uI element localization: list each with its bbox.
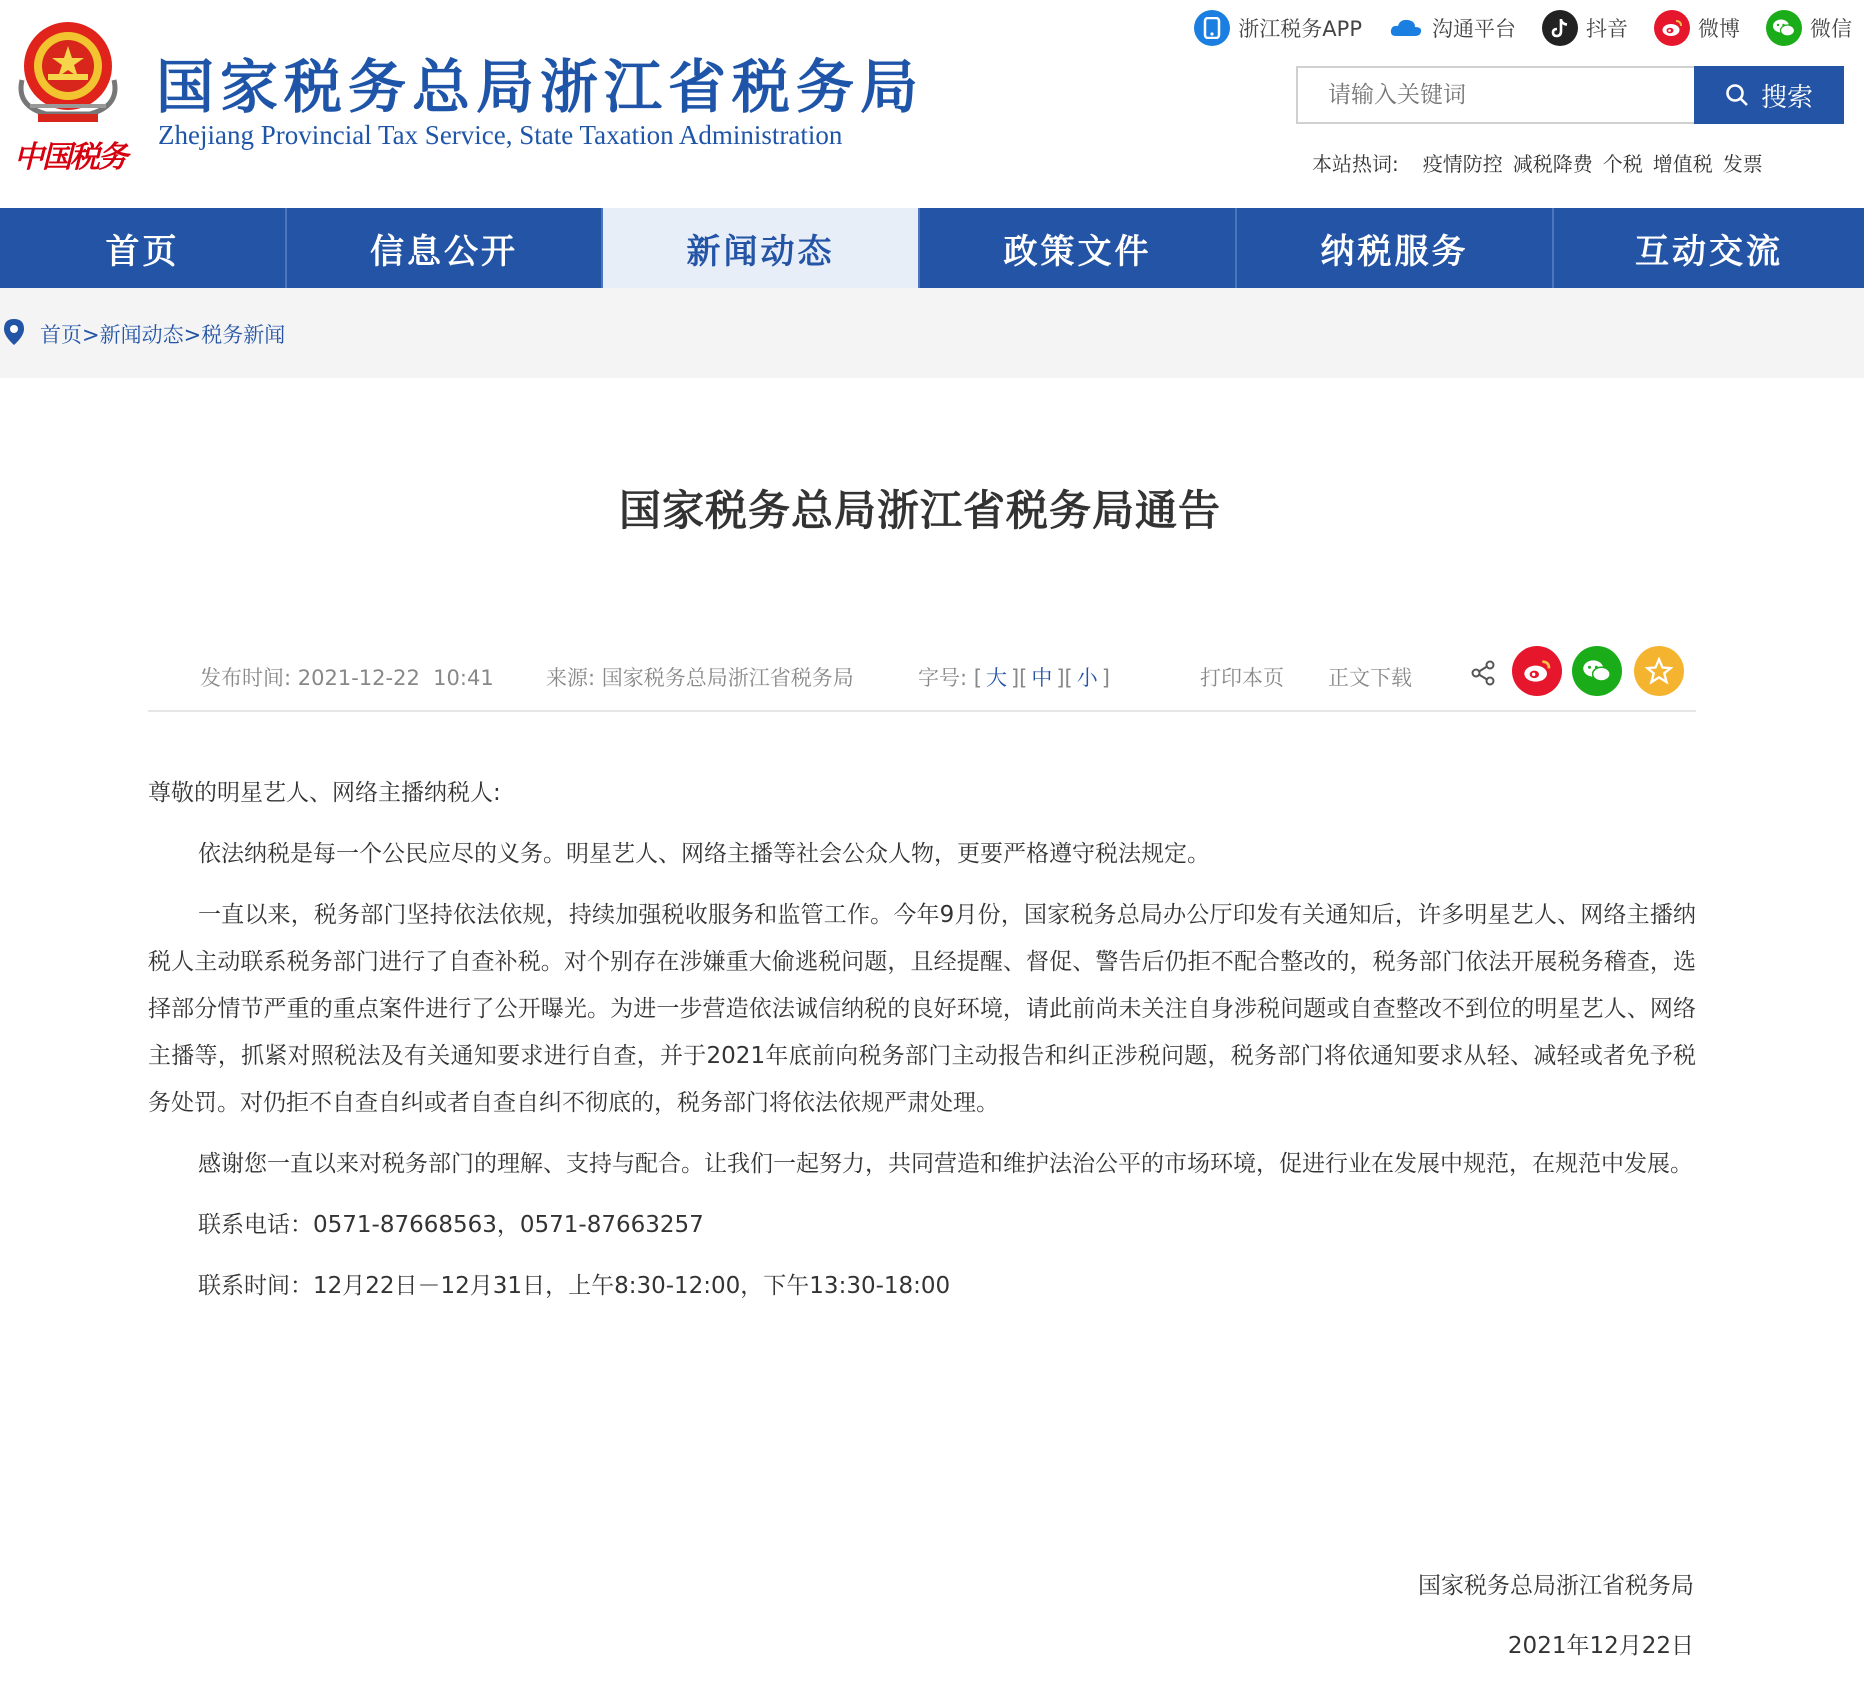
top-link-label: 微信 [1810, 17, 1852, 41]
wechat-icon [1766, 10, 1802, 46]
publish-time [200, 662, 494, 692]
font-size-medium[interactable]: 中 [1031, 666, 1053, 690]
contact-hours: 联系时间：12月22日－12月31日，上午8:30-12:00，下午13:30-18:00 [198, 1273, 951, 1299]
site-subtitle: Zhejiang Provincial Tax Service, State Taxation Administration [158, 120, 843, 150]
top-link-wechat[interactable] [1766, 10, 1852, 46]
hotword-item[interactable]: 增值税 [1652, 152, 1713, 176]
top-link-platform[interactable] [1388, 10, 1516, 46]
article-signature: 国家税务总局浙江省税务局 [1418, 1573, 1694, 1599]
hotword-item[interactable]: 减税降费 [1512, 152, 1593, 176]
top-link-label: 抖音 [1586, 17, 1628, 41]
nav-item-info[interactable]: 信息公开 [287, 208, 603, 288]
article-paragraph: 感谢您一直以来对税务部门的理解、支持与配合。让我们一起努力，共同营造和维护法治公平的市场环境，促进行业在发展中规范，在规范中发展。 [198, 1151, 1693, 1177]
search-icon [1725, 83, 1749, 107]
download-button[interactable]: 正文下载 [1328, 666, 1412, 690]
article-paragraph: 依法纳税是每一个公民应尽的义务。明星艺人、网络主播等社会公众人物，更要严格遵守税法规定。 [198, 841, 1210, 867]
search-button-label: 搜索 [1760, 82, 1813, 113]
top-links [1194, 8, 1852, 48]
national-emblem-icon[interactable] [6, 10, 130, 134]
top-link-app[interactable] [1194, 10, 1362, 46]
nav-item-home[interactable]: 首页 [0, 208, 287, 288]
favorite-star-icon[interactable] [1634, 646, 1684, 696]
search-input[interactable] [1296, 66, 1694, 124]
site-title[interactable]: 国家税务总局浙江省税务局 [156, 53, 925, 121]
breadcrumb-bar [0, 288, 1864, 378]
share-weibo-icon[interactable] [1512, 646, 1562, 696]
top-link-weibo[interactable] [1654, 10, 1740, 46]
contact-phone: 联系电话：0571-87668563，0571-87663257 [198, 1212, 704, 1238]
nav-item-service[interactable]: 纳税服务 [1237, 208, 1554, 288]
hotword-item[interactable]: 发票 [1722, 152, 1763, 176]
hotword-item[interactable]: 个税 [1602, 152, 1643, 176]
article-greeting: 尊敬的明星艺人、网络主播纳税人: [148, 780, 501, 806]
cloud-icon [1388, 10, 1424, 46]
source [546, 662, 854, 692]
location-pin-icon [2, 318, 26, 346]
top-link-label: 浙江税务APP [1238, 17, 1362, 41]
font-size-small[interactable]: 小 [1076, 666, 1098, 690]
hotword-item[interactable]: 疫情防控 [1422, 152, 1503, 176]
font-size-label: 字号: [918, 666, 968, 690]
breadcrumb-tax-news[interactable]: 税务新闻 [201, 323, 286, 347]
app-icon [1194, 10, 1230, 46]
font-size-controls: 字号: [ 大 ][ 中 ][ 小 ] [918, 666, 1110, 690]
share-icon[interactable] [1468, 658, 1498, 688]
site-header [0, 0, 1864, 208]
nav-item-policy[interactable]: 政策文件 [920, 208, 1237, 288]
source-value: 国家税务总局浙江省税务局 [601, 666, 854, 690]
breadcrumb-news[interactable]: 新闻动态 [99, 323, 184, 347]
top-link-douyin[interactable] [1542, 10, 1628, 46]
hotwords [1312, 148, 1763, 177]
china-tax-seal: 中国税务 [14, 140, 126, 175]
font-size-large[interactable]: 大 [985, 666, 1007, 690]
top-link-label: 沟通平台 [1432, 17, 1516, 41]
breadcrumb-home[interactable]: 首页 [40, 323, 82, 347]
search-button[interactable] [1694, 66, 1844, 124]
article-title: 国家税务总局浙江省税务局通告 [618, 486, 1221, 535]
main-nav [0, 208, 1864, 288]
nav-item-interaction[interactable]: 互动交流 [1635, 231, 1783, 272]
share-wechat-icon[interactable] [1572, 646, 1622, 696]
publish-label: 发布时间: [200, 666, 292, 690]
article-paragraph: 一直以来，税务部门坚持依法依规，持续加强税收服务和监管工作。今年9月份，国家税务总局办公厅印发有关通知后，许多明星艺人、网络主播纳税人主动联系税务部门进行了自查补税。对个别存在涉嫌重大偷逃税问题，且经提醒、督促、警告后仍拒不配合整改的，税务部门依法开展税务稽查，选择部分情节严重的重点案件进行了公开曝光。为进一步营造依法诚信纳税的良好环境，请此前尚未关注自身涉税问题或自查整改不到位的明星艺人、网络主播等，抓紧对照税法及有关通知要求进行自查，并于2021年底前向税务部门主动报告和纠正涉税问题，税务部门将依通知要求从轻、减轻或者免予税务处罚。对仍拒不自查自纠或者自查自纠不彻底的，税务部门将依法依规严肃处理。 [148, 902, 1696, 1116]
hotwords-label: 本站热词: [1312, 152, 1399, 176]
source-label: 来源: [546, 666, 596, 690]
weibo-icon [1654, 10, 1690, 46]
print-button[interactable]: 打印本页 [1200, 666, 1284, 690]
article-signature-block [1418, 1556, 1694, 1676]
douyin-icon [1542, 10, 1578, 46]
article-meta [148, 648, 1696, 712]
breadcrumb: 首页>新闻动态>税务新闻 [40, 323, 286, 347]
publish-value: 2021-12-22 10:41 [297, 666, 494, 690]
article-body [148, 770, 1696, 1324]
article-date: 2021年12月22日 [1507, 1633, 1694, 1659]
top-link-label: 微博 [1698, 17, 1740, 41]
nav-item-news[interactable]: 新闻动态 [603, 208, 920, 288]
